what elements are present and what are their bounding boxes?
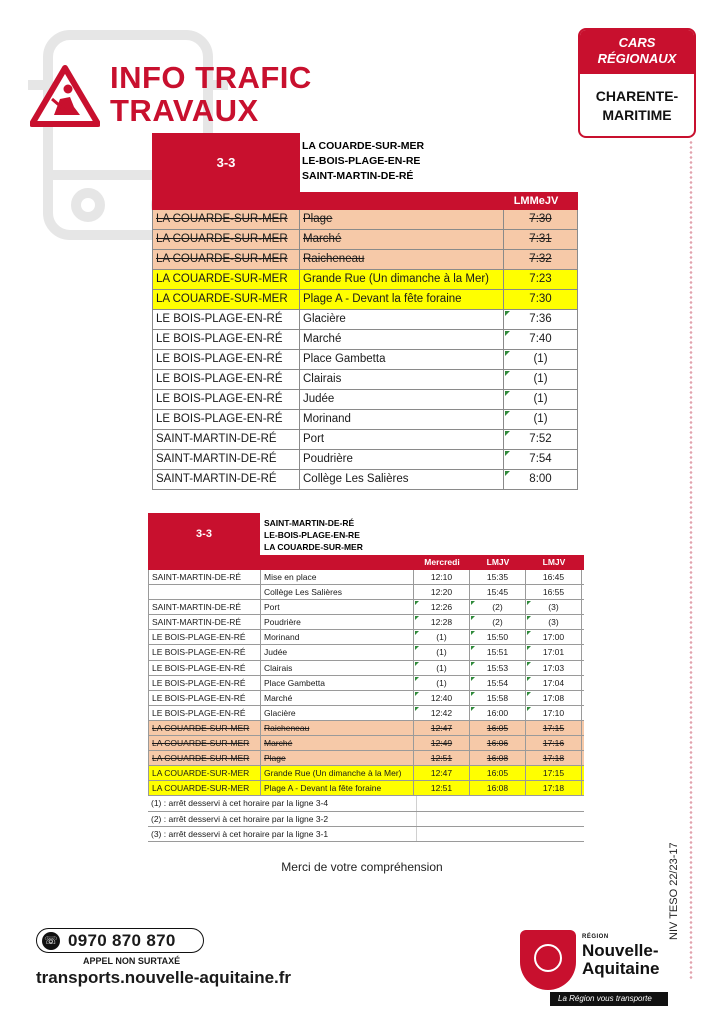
lion-shield-icon: [520, 930, 576, 990]
note-marker-icon: [415, 601, 419, 605]
time-cell: [414, 721, 470, 735]
time-value: 16:00: [486, 707, 509, 718]
time-cell: [470, 781, 526, 795]
table-row: [152, 390, 578, 410]
commune-cell: LA COUARDE-SUR-MER: [148, 721, 261, 735]
stop-cell: Plage: [261, 751, 414, 765]
time-value: 16:08: [486, 783, 509, 794]
commune-cell: LE BOIS-PLAGE-EN-RÉ: [152, 350, 300, 369]
stop-cell: Collège Les Salières: [261, 585, 414, 599]
stop-cell: Plage: [300, 210, 504, 229]
time-cell: [504, 370, 578, 389]
time-cell: [470, 706, 526, 720]
time-cell: [504, 430, 578, 449]
time-cell: [414, 600, 470, 614]
logo-region-label: RÉGION: [582, 934, 609, 940]
time-cell: [504, 270, 578, 289]
day-header: Mercredi: [424, 557, 460, 567]
time-cell: [414, 781, 470, 795]
time-cell: [504, 310, 578, 329]
commune-cell: LA COUARDE-SUR-MER: [152, 290, 300, 309]
time-value: 17:03: [542, 662, 565, 673]
note-text: (2) : arrêt desservi à cet horaire par la ligne 3-2: [151, 812, 417, 826]
time-value: 7:40: [529, 333, 552, 345]
commune-cell: SAINT-MARTIN-DE-RÉ: [152, 450, 300, 469]
table-row: [148, 630, 584, 645]
note-marker-icon: [505, 351, 510, 356]
table-row: [148, 615, 584, 630]
stop-cell: Clairais: [261, 661, 414, 675]
stop-cell: Marché: [300, 330, 504, 349]
time-value: 12:28: [430, 617, 453, 628]
time-value: 12:26: [430, 602, 453, 613]
commune-cell: LE BOIS-PLAGE-EN-RÉ: [148, 676, 261, 690]
table-row: [148, 751, 584, 766]
stop-cell: Raicheneau: [300, 250, 504, 269]
stop-cell: Judée: [261, 645, 414, 659]
commune-cell: LA COUARDE-SUR-MER: [152, 250, 300, 269]
time-value: 15:53: [486, 662, 509, 673]
time-value: 17:04: [542, 677, 565, 688]
day-header-bar: [148, 555, 584, 570]
commune-cell: LE BOIS-PLAGE-EN-RÉ: [152, 410, 300, 429]
commune-cell: LA COUARDE-SUR-MER: [152, 230, 300, 249]
commune-cell: SAINT-MARTIN-DE-RÉ: [148, 615, 261, 629]
stop-cell: Judée: [300, 390, 504, 409]
stop-cell: Grande Rue (Un dimanche à la Mer): [261, 766, 414, 780]
stop-cell: Place Gambetta: [300, 350, 504, 369]
time-value: (1): [436, 647, 447, 658]
commune-cell: LA COUARDE-SUR-MER: [152, 270, 300, 289]
line-number: 3-3: [152, 133, 300, 192]
time-cell: [414, 736, 470, 750]
table-row: [152, 370, 578, 390]
time-cell: [470, 766, 526, 780]
day-header: LMMeJV: [513, 195, 559, 207]
time-value: 17:16: [542, 738, 565, 749]
time-value: 15:45: [486, 587, 509, 598]
route-destinations: [264, 517, 363, 553]
time-value: 15:58: [486, 692, 509, 703]
time-cell: [526, 736, 582, 750]
table-row: [148, 706, 584, 721]
note-marker-icon: [527, 616, 531, 620]
destination: LA COUARDE-SUR-MER: [264, 542, 363, 552]
note-marker-icon: [527, 707, 531, 711]
note-marker-icon: [527, 646, 531, 650]
time-cell: [414, 645, 470, 659]
stop-cell: Place Gambetta: [261, 676, 414, 690]
time-cell: [526, 615, 582, 629]
badge-line1: CARS: [618, 35, 656, 50]
time-value: 12:47: [430, 722, 453, 733]
time-value: (1): [533, 353, 548, 365]
table-row: [148, 661, 584, 676]
commune-cell: LE BOIS-PLAGE-EN-RÉ: [152, 370, 300, 389]
time-value: (1): [533, 373, 548, 385]
time-cell: [526, 706, 582, 720]
time-cell: [504, 470, 578, 489]
time-cell: [504, 250, 578, 269]
day-header-bar: [152, 192, 578, 210]
time-value: 12:47: [430, 768, 453, 779]
note-marker-icon: [415, 662, 419, 666]
phone-icon: ☏: [42, 932, 60, 950]
note-marker-icon: [505, 331, 510, 336]
time-cell: [470, 736, 526, 750]
time-cell: [470, 645, 526, 659]
destination: LE-BOIS-PLAGE-EN-RE: [264, 530, 360, 540]
table-row: [148, 781, 584, 796]
note-marker-icon: [471, 677, 475, 681]
table-row: [152, 310, 578, 330]
time-value: 12:40: [430, 692, 453, 703]
time-value: 15:54: [486, 677, 509, 688]
badge-line2: RÉGIONAUX: [597, 51, 677, 66]
table-row: [148, 766, 584, 781]
day-header: LMJV: [542, 557, 566, 567]
stop-cell: Port: [261, 600, 414, 614]
stop-cell: Plage A - Devant la fête foraine: [261, 781, 414, 795]
note-marker-icon: [415, 692, 419, 696]
stop-cell: Plage A - Devant la fête foraine: [300, 290, 504, 309]
time-value: 7:30: [529, 293, 552, 305]
note-marker-icon: [505, 391, 510, 396]
commune-cell: SAINT-MARTIN-DE-RÉ: [152, 470, 300, 489]
note-marker-icon: [415, 616, 419, 620]
table-row: [152, 210, 578, 230]
time-value: 8:00: [529, 473, 552, 485]
badge-region-line1: CHARENTE-: [595, 88, 679, 104]
logo-name-line1: Nouvelle-: [582, 941, 659, 960]
dotted-divider: [689, 140, 693, 980]
time-value: 7:36: [529, 313, 552, 325]
commune-cell: SAINT-MARTIN-DE-RÉ: [148, 570, 261, 584]
time-value: 12:51: [430, 783, 453, 794]
commune-cell: LE BOIS-PLAGE-EN-RÉ: [148, 691, 261, 705]
time-cell: [526, 645, 582, 659]
page-title-line2: TRAVAUX: [110, 93, 259, 128]
note-marker-icon: [505, 371, 510, 376]
time-cell: [504, 210, 578, 229]
table-row: [148, 736, 584, 751]
stop-cell: Collège Les Salières: [300, 470, 504, 489]
timetable-return-header: [148, 513, 584, 555]
note-marker-icon: [505, 431, 510, 436]
phone-number: 0970 870 870: [68, 930, 176, 950]
note-marker-icon: [471, 646, 475, 650]
note-marker-icon: [527, 631, 531, 635]
destination: SAINT-MARTIN-DE-RÉ: [302, 170, 414, 182]
time-value: 16:06: [486, 738, 509, 749]
day-header: LMJV: [486, 557, 510, 567]
region-logo: [520, 930, 670, 1008]
stop-cell: Grande Rue (Un dimanche à la Mer): [300, 270, 504, 289]
timetable-outbound-header: [152, 133, 578, 192]
time-cell: [470, 661, 526, 675]
note-marker-icon: [471, 616, 475, 620]
time-cell: [414, 676, 470, 690]
table-row: [152, 450, 578, 470]
stop-cell: Glacière: [300, 310, 504, 329]
region-badge: [578, 28, 696, 138]
time-value: (2): [492, 602, 503, 613]
stop-cell: Morinand: [300, 410, 504, 429]
time-cell: [526, 691, 582, 705]
table-row: [152, 470, 578, 490]
time-cell: [504, 290, 578, 309]
commune-cell: SAINT-MARTIN-DE-RÉ: [148, 600, 261, 614]
commune-cell: [148, 585, 261, 599]
table-row: [148, 676, 584, 691]
table-row: [148, 645, 584, 660]
phone-link[interactable]: [36, 928, 204, 953]
thanks-message: Merci de votre compréhension: [281, 860, 443, 874]
badge-region: [580, 74, 694, 125]
time-value: 16:45: [542, 572, 565, 582]
time-cell: [526, 570, 582, 584]
badge-region-line2: MARITIME: [602, 107, 672, 123]
time-value: (3): [548, 602, 559, 613]
time-cell: [504, 410, 578, 429]
time-value: 17:08: [542, 692, 565, 703]
note-marker-icon: [527, 692, 531, 696]
time-value: 16:55: [542, 587, 565, 598]
table-row: [152, 410, 578, 430]
time-cell: [526, 630, 582, 644]
time-value: 16:05: [486, 722, 509, 733]
note-text: (3) : arrêt desservi à cet horaire par la ligne 3-1: [151, 827, 417, 841]
time-cell: [526, 751, 582, 765]
note-row: [148, 827, 584, 842]
table-row: [148, 691, 584, 706]
table-row: [152, 250, 578, 270]
logo-name-line2: Aquitaine: [582, 959, 660, 978]
table-row: [152, 350, 578, 370]
commune-cell: LA COUARDE-SUR-MER: [148, 766, 261, 780]
time-cell: [504, 330, 578, 349]
line-number: 3-3: [148, 513, 260, 555]
stop-cell: Port: [300, 430, 504, 449]
time-cell: [526, 600, 582, 614]
commune-cell: LA COUARDE-SUR-MER: [148, 781, 261, 795]
table-row: [152, 430, 578, 450]
time-value: 17:01: [542, 647, 565, 658]
time-value: (1): [533, 413, 548, 425]
time-cell: [414, 766, 470, 780]
destination: SAINT-MARTIN-DE-RÉ: [264, 518, 355, 528]
document-code: NIV TESO 22/23-17: [668, 842, 680, 940]
time-cell: [504, 390, 578, 409]
note-marker-icon: [471, 662, 475, 666]
time-value: 15:35: [486, 572, 509, 582]
commune-cell: LE BOIS-PLAGE-EN-RÉ: [152, 310, 300, 329]
table-row: [148, 570, 584, 585]
time-cell: [414, 706, 470, 720]
commune-cell: LA COUARDE-SUR-MER: [152, 210, 300, 229]
time-value: 7:54: [529, 453, 552, 465]
note-marker-icon: [415, 646, 419, 650]
time-cell: [414, 691, 470, 705]
note-text: (1) : arrêt desservi à cet horaire par la ligne 3-4: [151, 796, 417, 810]
time-cell: [470, 570, 526, 584]
roadwork-warning-icon: [30, 65, 100, 127]
time-value: (1): [436, 677, 447, 688]
time-value: 17:15: [542, 768, 565, 779]
stop-cell: Poudrière: [261, 615, 414, 629]
table-row: [152, 230, 578, 250]
note-marker-icon: [415, 677, 419, 681]
destination: LA COUARDE-SUR-MER: [302, 140, 425, 152]
table-row: [152, 270, 578, 290]
note-marker-icon: [505, 451, 510, 456]
commune-cell: LA COUARDE-SUR-MER: [148, 736, 261, 750]
commune-cell: LE BOIS-PLAGE-EN-RÉ: [148, 645, 261, 659]
time-value: 17:00: [542, 632, 565, 643]
commune-cell: LA COUARDE-SUR-MER: [148, 751, 261, 765]
time-cell: [526, 766, 582, 780]
timetable-outbound-body: [152, 210, 578, 490]
time-value: (1): [533, 393, 548, 405]
time-value: (2): [492, 617, 503, 628]
time-value: 7:30: [529, 213, 552, 225]
time-cell: [470, 751, 526, 765]
stop-cell: Marché: [261, 736, 414, 750]
time-value: 7:23: [529, 273, 552, 285]
time-value: 17:18: [542, 753, 565, 764]
stop-cell: Raicheneau: [261, 721, 414, 735]
note-marker-icon: [415, 631, 419, 635]
time-value: 16:05: [486, 768, 509, 779]
commune-cell: LE BOIS-PLAGE-EN-RÉ: [148, 630, 261, 644]
page-header: [30, 62, 370, 132]
time-value: 15:51: [486, 647, 509, 658]
time-value: 16:08: [486, 753, 509, 764]
time-value: (1): [436, 662, 447, 673]
time-cell: [470, 721, 526, 735]
badge-service: [580, 30, 694, 74]
table-row: [148, 600, 584, 615]
time-cell: [526, 676, 582, 690]
commune-cell: LE BOIS-PLAGE-EN-RÉ: [152, 390, 300, 409]
time-cell: [470, 615, 526, 629]
note-marker-icon: [505, 411, 510, 416]
time-value: 17:18: [542, 783, 565, 794]
note-marker-icon: [505, 311, 510, 316]
time-cell: [526, 585, 582, 599]
time-cell: [414, 570, 470, 584]
route-destinations: [302, 139, 424, 184]
time-cell: [414, 751, 470, 765]
table-row: [152, 290, 578, 310]
time-value: 7:32: [529, 253, 552, 265]
time-cell: [470, 676, 526, 690]
website-link[interactable]: transports.nouvelle-aquitaine.fr: [36, 968, 292, 987]
note-marker-icon: [527, 662, 531, 666]
time-value: (3): [548, 617, 559, 628]
table-row: [152, 330, 578, 350]
timetable-outbound: [152, 133, 578, 490]
phone-note: APPEL NON SURTAXÉ: [83, 956, 181, 966]
time-value: 12:49: [430, 738, 453, 749]
note-marker-icon: [527, 601, 531, 605]
stop-cell: Marché: [261, 691, 414, 705]
stop-cell: Glacière: [261, 706, 414, 720]
time-cell: [414, 585, 470, 599]
note-marker-icon: [527, 677, 531, 681]
note-marker-icon: [471, 601, 475, 605]
table-row: [148, 721, 584, 736]
table-row: [148, 585, 584, 600]
note-row: [148, 796, 584, 811]
stop-cell: Morinand: [261, 630, 414, 644]
time-cell: [470, 691, 526, 705]
note-marker-icon: [471, 631, 475, 635]
timetable-return: [148, 513, 584, 842]
time-cell: [504, 350, 578, 369]
time-cell: [526, 661, 582, 675]
time-cell: [504, 450, 578, 469]
time-cell: [414, 615, 470, 629]
time-value: (1): [436, 632, 447, 643]
destination: LE-BOIS-PLAGE-EN-RE: [302, 155, 421, 167]
note-marker-icon: [415, 707, 419, 711]
time-cell: [414, 630, 470, 644]
logo-name: [582, 942, 659, 978]
stop-cell: Poudrière: [300, 450, 504, 469]
time-cell: [504, 230, 578, 249]
time-value: 12:20: [430, 587, 453, 598]
time-value: 12:51: [430, 753, 453, 764]
note-marker-icon: [471, 692, 475, 696]
stop-cell: Clairais: [300, 370, 504, 389]
time-value: 12:10: [430, 572, 453, 582]
time-value: 12:42: [430, 707, 453, 718]
time-cell: [526, 721, 582, 735]
time-value: 17:10: [542, 707, 565, 718]
time-value: 7:52: [529, 433, 552, 445]
time-cell: [470, 630, 526, 644]
commune-cell: LE BOIS-PLAGE-EN-RÉ: [152, 330, 300, 349]
commune-cell: LE BOIS-PLAGE-EN-RÉ: [148, 661, 261, 675]
note-marker-icon: [471, 707, 475, 711]
time-cell: [526, 781, 582, 795]
time-cell: [414, 661, 470, 675]
commune-cell: SAINT-MARTIN-DE-RÉ: [152, 430, 300, 449]
time-cell: [470, 600, 526, 614]
timetable-return-body: [148, 570, 584, 796]
note-row: [148, 812, 584, 827]
commune-cell: LE BOIS-PLAGE-EN-RÉ: [148, 706, 261, 720]
stop-cell: Mise en place: [261, 570, 414, 584]
stop-cell: Marché: [300, 230, 504, 249]
time-value: 17:15: [542, 722, 565, 733]
page-title-line1: INFO TRAFIC: [110, 60, 312, 95]
time-cell: [470, 585, 526, 599]
time-value: 7:31: [529, 233, 552, 245]
logo-tagline: La Région vous transporte: [550, 992, 668, 1006]
note-marker-icon: [505, 471, 510, 476]
time-value: 15:50: [486, 632, 509, 643]
timetable-notes: [148, 796, 584, 841]
